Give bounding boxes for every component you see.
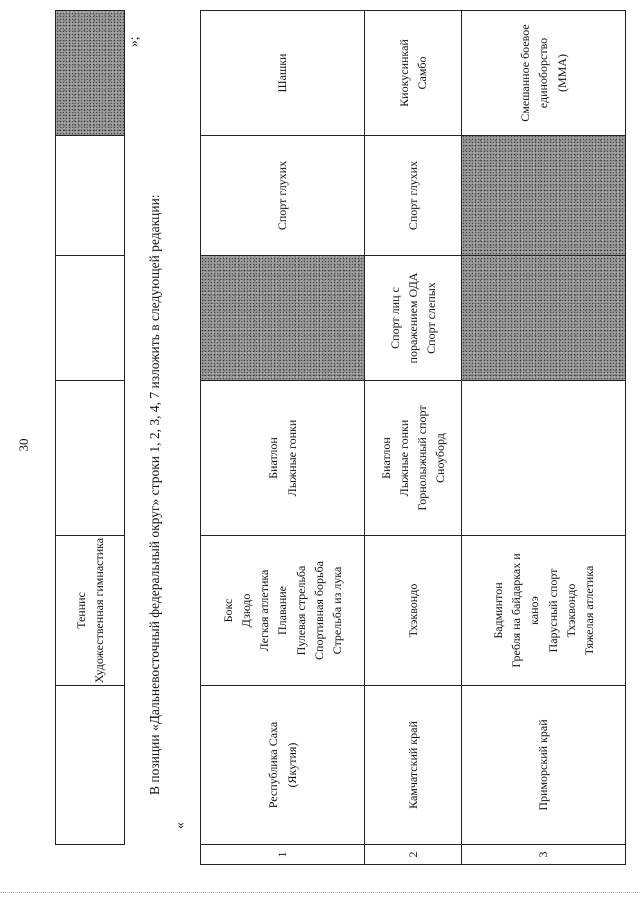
row3-number: 3 [461,844,626,865]
row1-summer-sports [200,535,365,686]
cell-text-line: Спорт глухих [275,160,290,231]
cell-text-line: Плавание [275,586,290,635]
row3-winter-sports [461,380,626,536]
row2-region [364,685,462,845]
cell-text-line: Горнолыжный спорт [415,405,429,511]
row2-winter-sports [364,380,462,536]
row2-adaptive-2 [364,135,462,256]
cell-text-line: Лыжные гонки [396,419,411,497]
cell-text-line: Спорт лиц с [387,287,402,349]
cell-text-line: Пулевая стрельба [293,565,308,656]
top-table-col6 [55,10,125,136]
cell-text-line: Гребля на байдарках и [509,553,524,668]
cell-text-line: Теннис [73,592,88,629]
cell-text-line: Самбо [415,56,429,90]
cell-text-line: Бадминтон [490,582,505,639]
row1-region [200,685,365,845]
cell-text-line: Парусный спорт [545,568,560,653]
cell-text-line: поражением ОДА [405,272,420,364]
cell-text-line: Тхэквондо [405,583,420,638]
top-table-col2 [55,535,125,686]
row3-adaptive-1 [461,255,626,381]
row2-other [364,10,462,136]
cell-text-line: Бокс [220,598,235,623]
cell-text-line: Художественная гимнастика [92,537,106,684]
cell-text-line: каноэ [527,596,542,625]
cell-text-line: (ММА) [554,54,569,93]
open-quote: « [172,822,187,829]
top-table-col3 [55,380,125,536]
row3-region [461,685,626,845]
row1-winter-sports [200,380,365,536]
row3-summer-sports [461,535,626,686]
cell-text-line: Дзюдо [239,593,254,628]
cell-text-line: Спортивная борьба [311,561,326,660]
cell-text-line: (Якутия) [284,742,299,788]
cell-text-line: Шашки [275,53,290,93]
top-table-col5 [55,135,125,256]
cell-text-line: единоборство [536,37,551,109]
cell-text-line: Лыжные гонки [284,419,299,497]
cell-text-line: Киокусинкай [396,39,411,107]
closing-quote: »; [126,36,141,47]
cell-text-line: Республика Саха [266,721,281,809]
cell-text-line: Биатлон [378,437,393,479]
row3-other [461,10,626,136]
cell-text-line: Приморский край [536,719,551,811]
page-number: 30 [16,438,31,452]
row1-adaptive-1 [200,255,365,381]
row1-other [200,10,365,136]
cell-text-line: Стрельба из лука [329,566,344,655]
instruction-paragraph: В позиции «Дальневосточный федеральный округ» строки 1, 2, 3, 4, 7 изложить в следующей редакции: [147,194,162,795]
cell-text-line: Смешанное боевое [518,24,533,122]
cell-text-line: Тхэквондо [563,583,578,638]
top-table-col1 [55,685,125,845]
row1-number: 1 [200,844,365,865]
row2-adaptive-1 [364,255,462,381]
cell-text-line: Биатлон [266,437,281,479]
cell-text-line: Спорт глухих [405,160,420,231]
cell-text-line: Тяжелая атлетика [581,565,596,656]
row1-adaptive-2 [200,135,365,256]
cell-text-line: Камчатский край [405,721,420,809]
cell-text-line: Спорт слепых [424,282,439,354]
top-table-col4 [55,255,125,381]
cell-text-line: Сноуборд [433,433,448,483]
row3-adaptive-2 [461,135,626,256]
row2-summer-sports [364,535,462,686]
cell-text-line: Легкая атлетика [257,569,272,652]
row2-number: 2 [364,844,462,865]
